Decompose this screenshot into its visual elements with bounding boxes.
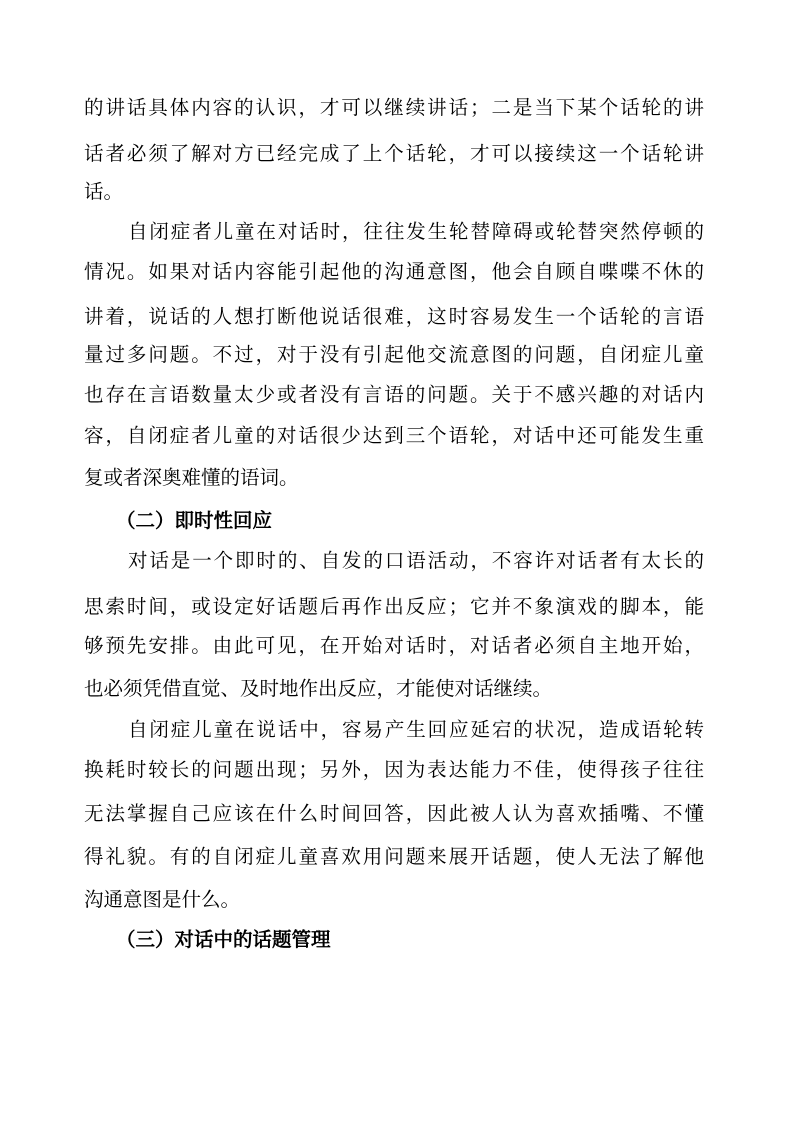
para1-line-1: 的讲话具体内容的认识，才可以继续讲话；二是当下某个话轮的讲	[84, 96, 704, 119]
para2-line-7: 复或者深奥难懂的语词。	[84, 466, 299, 489]
para2-line-4: 量过多问题。不过，对于没有引起他交流意图的问题，自闭症儿童	[84, 343, 704, 366]
para2-line-3: 讲着，说话的人想打断他说话很难，这时容易发生一个话轮的言语	[84, 305, 704, 328]
para2-line-5: 也存在言语数量太少或者没有言语的问题。关于不感兴趣的对话内	[84, 383, 704, 406]
section-heading-2: （二）即时性回应	[116, 509, 273, 532]
para4-line-2: 换耗时较长的问题出现；另外，因为表达能力不佳，使得孩子往往	[84, 758, 704, 781]
para4-line-3: 无法掌握自己应该在什么时间回答，因此被人认为喜欢插嘴、不懂	[84, 802, 704, 825]
para1-line-3: 话。	[84, 180, 124, 203]
para3-line-1: 对话是一个即时的、自发的口语活动，不容许对话者有太长的	[128, 549, 704, 572]
para4-line-1: 自闭症儿童在说话中，容易产生回应延宕的状况，造成语轮转	[128, 718, 704, 741]
para2-line-1: 自闭症者儿童在对话时，往往发生轮替障碍或轮替突然停顿的	[128, 220, 704, 243]
para3-line-4: 也必须凭借直觉、及时地作出反应，才能使对话继续。	[84, 677, 553, 700]
para3-line-3: 够预先安排。由此可见，在开始对话时，对话者必须自主地开始，	[84, 634, 704, 657]
para3-line-2: 思索时间，或设定好话题后再作出反应；它并不象演戏的脚本，能	[84, 595, 704, 618]
section-heading-3: （三）对话中的话题管理	[116, 928, 331, 951]
para2-line-6: 容，自闭症者儿童的对话很少达到三个语轮，对话中还可能发生重	[84, 424, 704, 447]
para4-line-5: 沟通意图是什么。	[84, 888, 241, 911]
para1-line-2: 话者必须了解对方已经完成了上个话轮，才可以接续这一个话轮讲	[84, 142, 704, 165]
para4-line-4: 得礼貌。有的自闭症儿童喜欢用问题来展开话题，使人无法了解他	[84, 845, 704, 868]
para2-line-2: 情况。如果对话内容能引起他的沟通意图，他会自顾自喋喋不休的	[84, 260, 704, 283]
